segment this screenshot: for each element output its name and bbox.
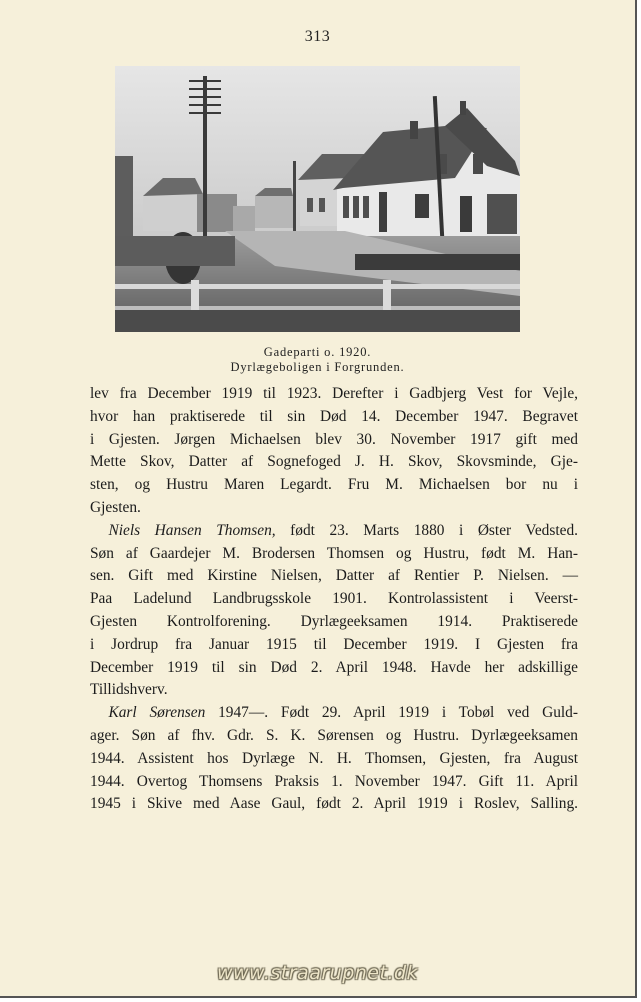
website-watermark: www.straarupnet.dk <box>216 962 419 984</box>
line-remainder: 1947—. Født 29. April 1919 i Tobøl ved Guld- <box>205 704 578 722</box>
body-text <box>90 383 578 816</box>
text-line: i Gjesten. Jørgen Michaelsen blev 30. November 1917 gift med <box>90 430 578 448</box>
text-line: Gjesten Kontrolforening. Dyrlægeeksamen 1914. Praktiserede <box>90 612 578 630</box>
person-name: Niels Hansen Thomsen, <box>108 521 276 539</box>
text-line: ager. Søn af fhv. Gdr. S. K. Sørensen og Hustru. Dyrlægeeksamen <box>90 726 578 744</box>
text-line: Mette Skov, Datter af Sognefoged J. H. Skov, Skovsminde, Gje- <box>90 453 578 471</box>
text-line: 1945 i Skive med Aase Gaul, født 2. April 1919 i Roslev, Salling. <box>90 795 578 813</box>
text-line: sten, og Hustru Maren Legardt. Fru M. Michaelsen bor nu i <box>90 476 578 494</box>
text-line: 1944. Assistent hos Dyrlæge N. H. Thomsen, Gjesten, fra August <box>90 749 578 767</box>
text-line: Paa Ladelund Landbrugsskole 1901. Kontrolassistent i Veerst- <box>90 590 578 608</box>
caption-line-1: Gadeparti o. 1920. <box>263 345 372 359</box>
page-number: 313 <box>304 28 331 45</box>
caption-line-2: Dyrlægeboligen i Forgrunden. <box>230 360 405 374</box>
text-line: lev fra December 1919 til 1923. Derefter i Gadbjerg Vest for Vejle, <box>90 385 578 402</box>
text-line: hvor han praktiserede til sin Død 14. December 1947. Begravet <box>90 407 578 425</box>
line-remainder: født 23. Marts 1880 i Øster Vedsted. <box>275 521 578 539</box>
text-line: i Jordrup fra Januar 1915 til December 1919. I Gjesten fra <box>90 635 578 653</box>
text-line: Tillidshverv. <box>90 681 168 699</box>
text-line: Gjesten. <box>90 498 141 516</box>
text-line: December 1919 til sin Død 2. April 1948. Havde her adskillige <box>90 658 578 676</box>
photo-caption <box>0 345 635 375</box>
text-line <box>90 702 578 725</box>
text-line: sen. Gift med Kirstine Nielsen, Datter af Rentier P. Nielsen. — <box>90 567 578 585</box>
text-line: Søn af Gaardejer M. Brodersen Thomsen og Hustru, født M. Han- <box>90 544 578 562</box>
text-line <box>90 520 578 543</box>
text-line: 1944. Overtog Thomsens Praksis 1. November 1947. Gift 11. April <box>90 772 578 790</box>
person-name: Karl Sørensen <box>108 704 206 722</box>
street-photo <box>115 66 520 332</box>
